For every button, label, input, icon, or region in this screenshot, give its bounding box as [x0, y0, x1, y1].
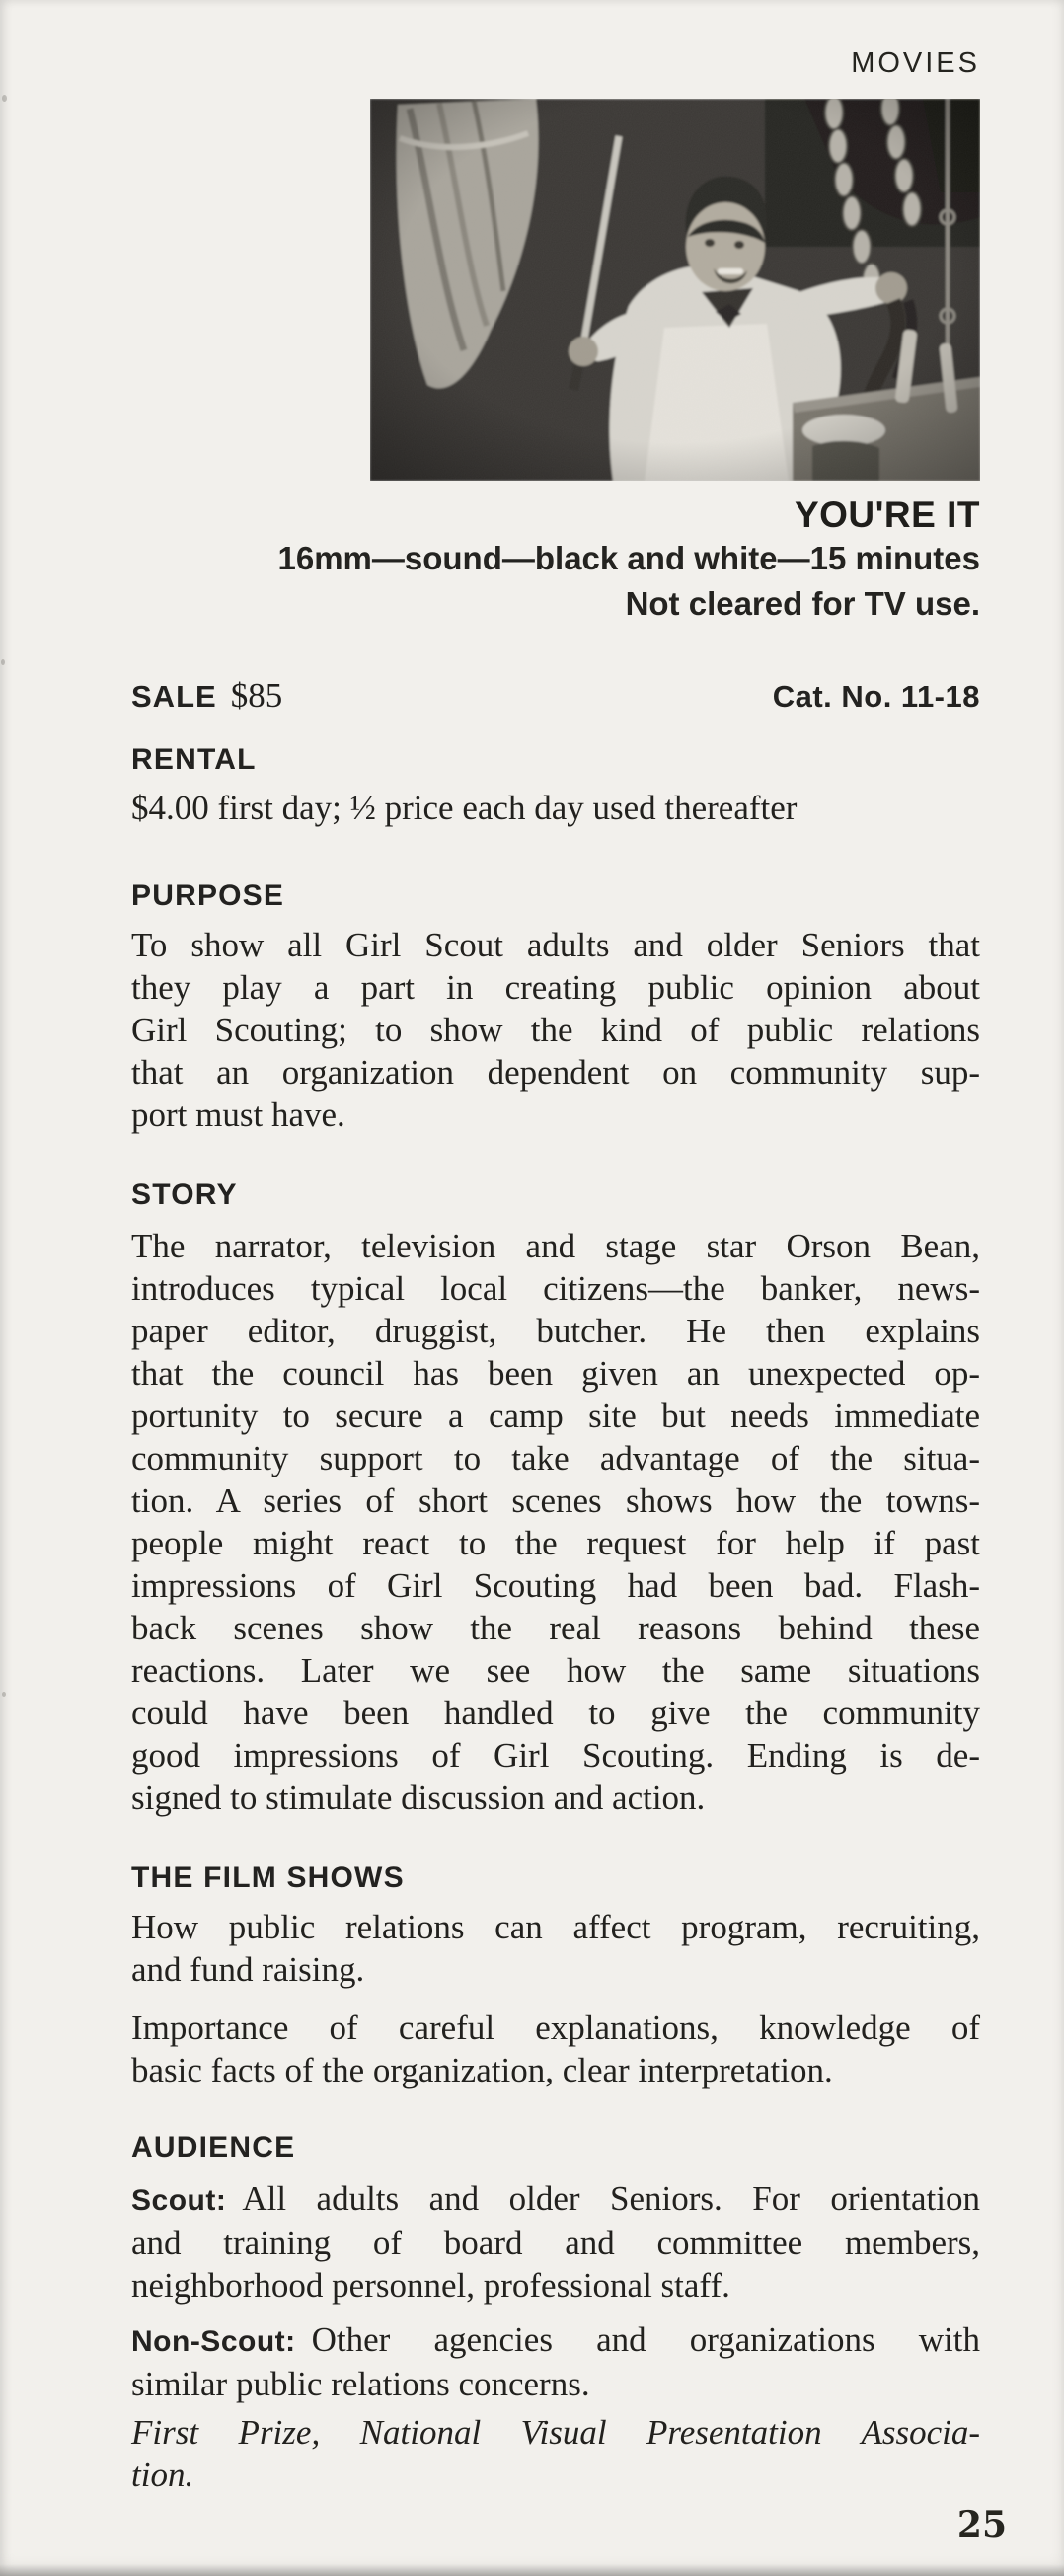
- award-note: [131, 2411, 980, 2496]
- sale-info: [131, 676, 282, 716]
- story-paragraph-line: introduces typical local citizens—the banker, news-: [131, 1269, 980, 1308]
- story-paragraph-line: impressions of Girl Scouting had been bad. Flash-: [131, 1566, 980, 1605]
- audience-heading: AUDIENCE: [131, 2131, 296, 2163]
- award-note-line: First Prize, National Visual Presentation Associa-: [131, 2413, 980, 2452]
- film-shows-paragraph-2-line: basic facts of the organization, clear interpretation.: [131, 2051, 833, 2089]
- film-shows-paragraph-1-line: How public relations can affect program, recruiting,: [131, 1908, 980, 1946]
- purpose-paragraph: [131, 924, 980, 1136]
- sale-row: [131, 676, 980, 716]
- butcher-shop-photo: [370, 99, 980, 481]
- film-title: YOU'RE IT: [794, 494, 980, 535]
- non-scout-line-1-text: Other agencies and organizations with: [311, 2320, 980, 2359]
- audience-non-scout: [131, 2318, 980, 2405]
- scan-speck: [2, 95, 7, 102]
- sale-label: SALE: [131, 679, 217, 714]
- film-shows-heading: THE FILM SHOWS: [131, 1861, 405, 1894]
- audience-scout-line-1: [131, 2177, 980, 2222]
- film-still-photo: [370, 99, 980, 481]
- story-paragraph-line: could have been handled to give the community: [131, 1694, 980, 1732]
- rental-terms: [131, 787, 980, 829]
- audience-scout-rest-line: and training of board and committee members,: [131, 2224, 980, 2262]
- sale-price: $85: [230, 676, 283, 715]
- purpose-paragraph-line: they play a part in creating public opinion about: [131, 968, 980, 1007]
- story-paragraph-line: people might react to the request for help if past: [131, 1524, 980, 1562]
- film-shows-paragraph-1: [131, 1906, 980, 1991]
- story-paragraph-line: portunity to secure a camp site but needs immediate: [131, 1397, 980, 1435]
- audience-scout-rest: [131, 2222, 980, 2307]
- story-paragraph-line: reactions. Later we see how the same situations: [131, 1651, 980, 1690]
- story-paragraph-line: that the council has been given an unexpected op-: [131, 1354, 980, 1393]
- story-paragraph-line: good impressions of Girl Scouting. Ending is de-: [131, 1736, 980, 1775]
- rental-terms-line: $4.00 first day; ½ price each day used thereafter: [131, 789, 798, 827]
- non-scout-label: Non-Scout:: [131, 2325, 296, 2358]
- audience-non-scout-line-1: [131, 2318, 980, 2363]
- scan-speck: [2, 1692, 6, 1697]
- audience-non-scout-rest: [131, 2363, 980, 2405]
- film-tv-clearance: Not cleared for TV use.: [625, 585, 980, 622]
- story-paragraph-line: paper editor, druggist, butcher. He then explains: [131, 1312, 980, 1350]
- scout-label: Scout:: [131, 2184, 227, 2217]
- scout-line-1-text: All adults and older Seniors. For orientation: [242, 2179, 980, 2218]
- film-title-block: [131, 494, 980, 627]
- purpose-paragraph-line: that an organization dependent on community sup-: [131, 1053, 980, 1092]
- film-format-line: 16mm—sound—black and white—15 minutes: [277, 540, 980, 576]
- story-heading: STORY: [131, 1178, 238, 1211]
- story-paragraph-line: signed to stimulate discussion and action.: [131, 1779, 706, 1817]
- page-number: 25: [956, 2504, 1007, 2545]
- story-paragraph: [131, 1225, 980, 1819]
- film-shows-paragraph-2-line: Importance of careful explanations, knowledge of: [131, 2008, 980, 2047]
- audience-non-scout-rest-line: similar public relations concerns.: [131, 2365, 590, 2403]
- story-paragraph-line: back scenes show the real reasons behind these: [131, 1609, 980, 1647]
- catalog-number: Cat. No. 11-18: [772, 679, 980, 714]
- rental-heading: RENTAL: [131, 743, 257, 776]
- story-paragraph-line: The narrator, television and stage star Orson Bean,: [131, 1227, 980, 1265]
- story-paragraph-line: tion. A series of short scenes shows how the towns-: [131, 1481, 980, 1520]
- page-header: MOVIES: [851, 47, 980, 79]
- film-shows-paragraph-1-line: and fund raising.: [131, 1950, 365, 1989]
- purpose-paragraph-line: To show all Girl Scout adults and older Seniors that: [131, 926, 980, 964]
- purpose-heading: PURPOSE: [131, 879, 285, 912]
- story-paragraph-line: community support to take advantage of the situa-: [131, 1439, 980, 1477]
- purpose-paragraph-line: port must have.: [131, 1096, 345, 1134]
- purpose-paragraph-line: Girl Scouting; to show the kind of public relations: [131, 1011, 980, 1049]
- film-shows-paragraph-2: [131, 2007, 980, 2091]
- audience-scout: [131, 2177, 980, 2307]
- scan-speck: [1, 659, 5, 665]
- award-note-line: tion.: [131, 2456, 194, 2494]
- audience-scout-rest-line: neighborhood personnel, professional staff.: [131, 2266, 730, 2305]
